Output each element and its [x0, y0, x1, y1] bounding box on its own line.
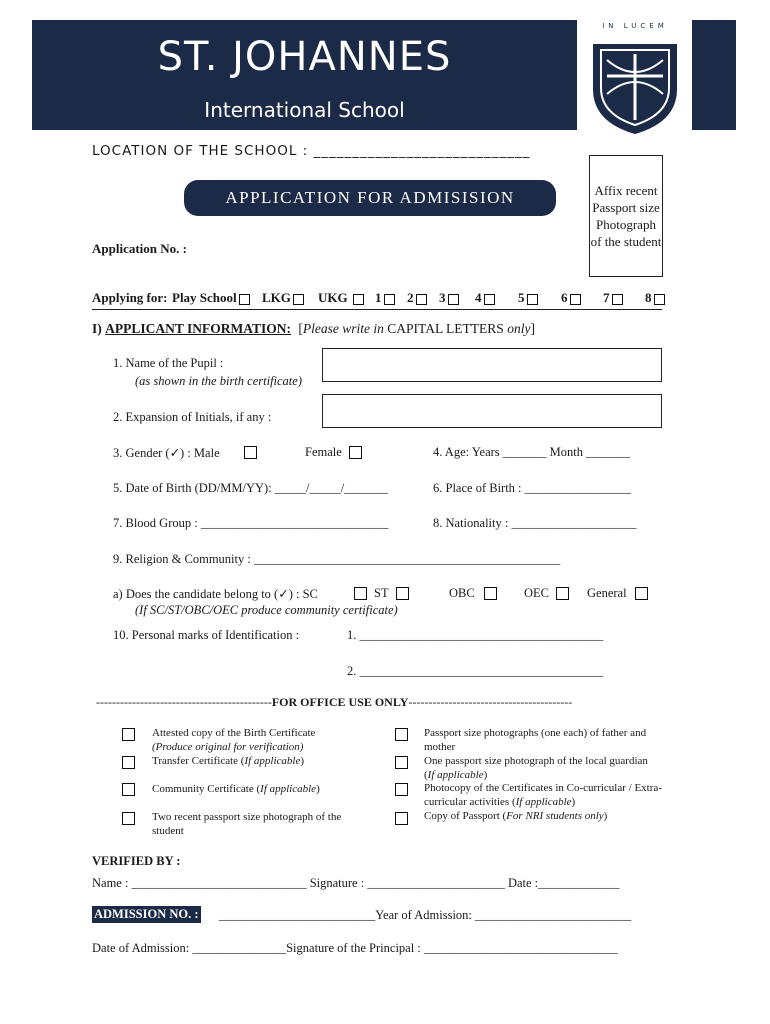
pupil-name-label: 1. Name of the Pupil : [113, 356, 224, 370]
office-checkbox-guardian-photo[interactable] [395, 756, 408, 769]
class-option-4[interactable]: 4 [475, 290, 495, 306]
office-item-activity-certs: Photocopy of the Certificates in Co-curricular / Extra-curricular activities (If applicable) [424, 782, 662, 808]
gender-male-checkbox[interactable] [244, 446, 257, 459]
category-st-checkbox[interactable] [396, 587, 409, 600]
office-item-student-photos: Two recent passport size photograph of the student [152, 811, 342, 837]
class-option-8[interactable]: 8 [645, 290, 665, 306]
class-option-6[interactable]: 6 [561, 290, 581, 306]
admission-no-label: ADMISSION NO. : [94, 907, 199, 921]
category-obc-checkbox[interactable] [484, 587, 497, 600]
category-sc-checkbox[interactable] [354, 587, 367, 600]
office-checkbox-activity-certs[interactable] [395, 783, 408, 796]
header-banner [32, 20, 577, 130]
school-location-label: LOCATION OF THE SCHOOL : ____________________________ [92, 143, 531, 159]
school-crest-icon [585, 14, 685, 138]
nationality-field[interactable]: 8. Nationality : ____________________ [433, 516, 637, 530]
checkbox-icon[interactable] [654, 294, 665, 305]
crest-motto: IN LUCEM [602, 22, 668, 30]
class-option-3[interactable]: 3 [439, 290, 459, 306]
verified-by-label: VERIFIED BY : [92, 854, 181, 868]
class-option-lkg[interactable]: LKG [262, 290, 304, 306]
class-option-ukg[interactable]: UKG [318, 290, 364, 306]
photo-box[interactable] [589, 155, 663, 277]
class-option-5[interactable]: 5 [518, 290, 538, 306]
pupil-name-field[interactable] [322, 348, 662, 382]
gender-female-label: Female [305, 445, 342, 459]
class-option-play-school[interactable]: Play School [172, 290, 250, 306]
admission-date-signature-field[interactable]: Date of Admission: _______________Signature of the Principal : _______________________________ [92, 941, 618, 955]
checkbox-icon[interactable] [484, 294, 495, 305]
office-item-community-cert: Community Certificate (If applicable) [152, 783, 320, 795]
initials-field[interactable] [322, 394, 662, 428]
section-divider [92, 309, 662, 310]
class-option-1[interactable]: 1 [375, 290, 395, 306]
identification-marks-label: 10. Personal marks of Identification : [113, 628, 300, 642]
office-heading: FOR OFFICE USE ONLY [271, 695, 409, 709]
checkbox-icon[interactable] [448, 294, 459, 305]
office-checkbox-parent-photos[interactable] [395, 728, 408, 741]
category-oec-label: OEC [524, 586, 549, 600]
category-oec-checkbox[interactable] [556, 587, 569, 600]
header-banner-right [692, 20, 736, 130]
office-checkbox-passport[interactable] [395, 812, 408, 825]
application-no-label: Application No. : [92, 241, 187, 256]
checkbox-icon[interactable] [384, 294, 395, 305]
identification-mark-1-field[interactable]: 1. _______________________________________ [347, 628, 604, 642]
office-checkbox-transfer-cert[interactable] [122, 756, 135, 769]
dob-field[interactable]: 5. Date of Birth (DD/MM/YY): _____/_____/_______ [113, 481, 388, 495]
section-heading: APPLICANT INFORMATION: [105, 321, 292, 336]
checkbox-icon[interactable] [416, 294, 427, 305]
office-checkbox-student-photos[interactable] [122, 812, 135, 825]
checkbox-icon[interactable] [353, 294, 364, 305]
office-checkbox-community-cert[interactable] [122, 783, 135, 796]
initials-label: 2. Expansion of Initials, if any : [113, 410, 272, 424]
category-note: (If SC/ST/OBC/OEC produce community certificate) [135, 603, 398, 617]
section-heading-row: I) APPLICANT INFORMATION: [Please write in CAPITAL LETTERS only] [92, 321, 535, 336]
blood-group-field[interactable]: 7. Blood Group : ______________________________ [113, 516, 389, 530]
school-name: ST. JOHANNES [157, 34, 452, 80]
checkbox-icon[interactable] [239, 294, 250, 305]
checkbox-icon[interactable] [527, 294, 538, 305]
photo-box-text: Affix recent Passport size Photograph of the student [590, 183, 662, 249]
office-item-guardian-photo: One passport size photograph of the local guardian (If applicable) [424, 755, 648, 781]
gender-label: 3. Gender (✓) : Male [113, 446, 220, 460]
office-item-transfer-cert: Transfer Certificate (If applicable) [152, 755, 305, 767]
form-title: APPLICATION FOR ADMISISION [184, 180, 556, 216]
category-general-label: General [587, 586, 627, 600]
place-of-birth-field[interactable]: 6. Place of Birth : _________________ [433, 481, 631, 495]
gender-female-checkbox[interactable] [349, 446, 362, 459]
category-general-checkbox[interactable] [635, 587, 648, 600]
office-item-passport: Copy of Passport (For NRI students only) [424, 810, 608, 822]
category-obc-label: OBC [449, 586, 475, 600]
school-subtitle: International School [204, 98, 405, 122]
checkbox-icon[interactable] [293, 294, 304, 305]
religion-field[interactable]: 9. Religion & Community : _________________________________________________ [113, 552, 561, 566]
identification-mark-2-field[interactable]: 2. _______________________________________ [347, 664, 604, 678]
admission-no-year-field[interactable]: _________________________Year of Admission: _________________________ [219, 908, 632, 922]
class-option-7[interactable]: 7 [603, 290, 623, 306]
office-checkbox-birth-cert[interactable] [122, 728, 135, 741]
age-field[interactable]: 4. Age: Years _______ Month _______ [433, 445, 630, 459]
checkbox-icon[interactable] [612, 294, 623, 305]
checkbox-icon[interactable] [570, 294, 581, 305]
verifier-name-signature-date-field[interactable]: Name : ____________________________ Signature : ______________________ Date :_____________ [92, 876, 620, 890]
applying-for-label: Applying for: [92, 290, 168, 305]
office-item-birth-cert: Attested copy of the Birth Certificate (Produce original for verification) [152, 727, 316, 753]
office-item-parent-photos: Passport size photographs (one each) of father and mother [424, 727, 647, 753]
category-label: a) Does the candidate belong to (✓) : SC [113, 587, 318, 601]
pupil-name-note: (as shown in the birth certificate) [135, 374, 302, 388]
office-divider: --------------------------------------------FOR OFFICE USE ONLY----------------------------------------- [96, 695, 573, 709]
class-option-2[interactable]: 2 [407, 290, 427, 306]
category-st-label: ST [374, 586, 389, 600]
